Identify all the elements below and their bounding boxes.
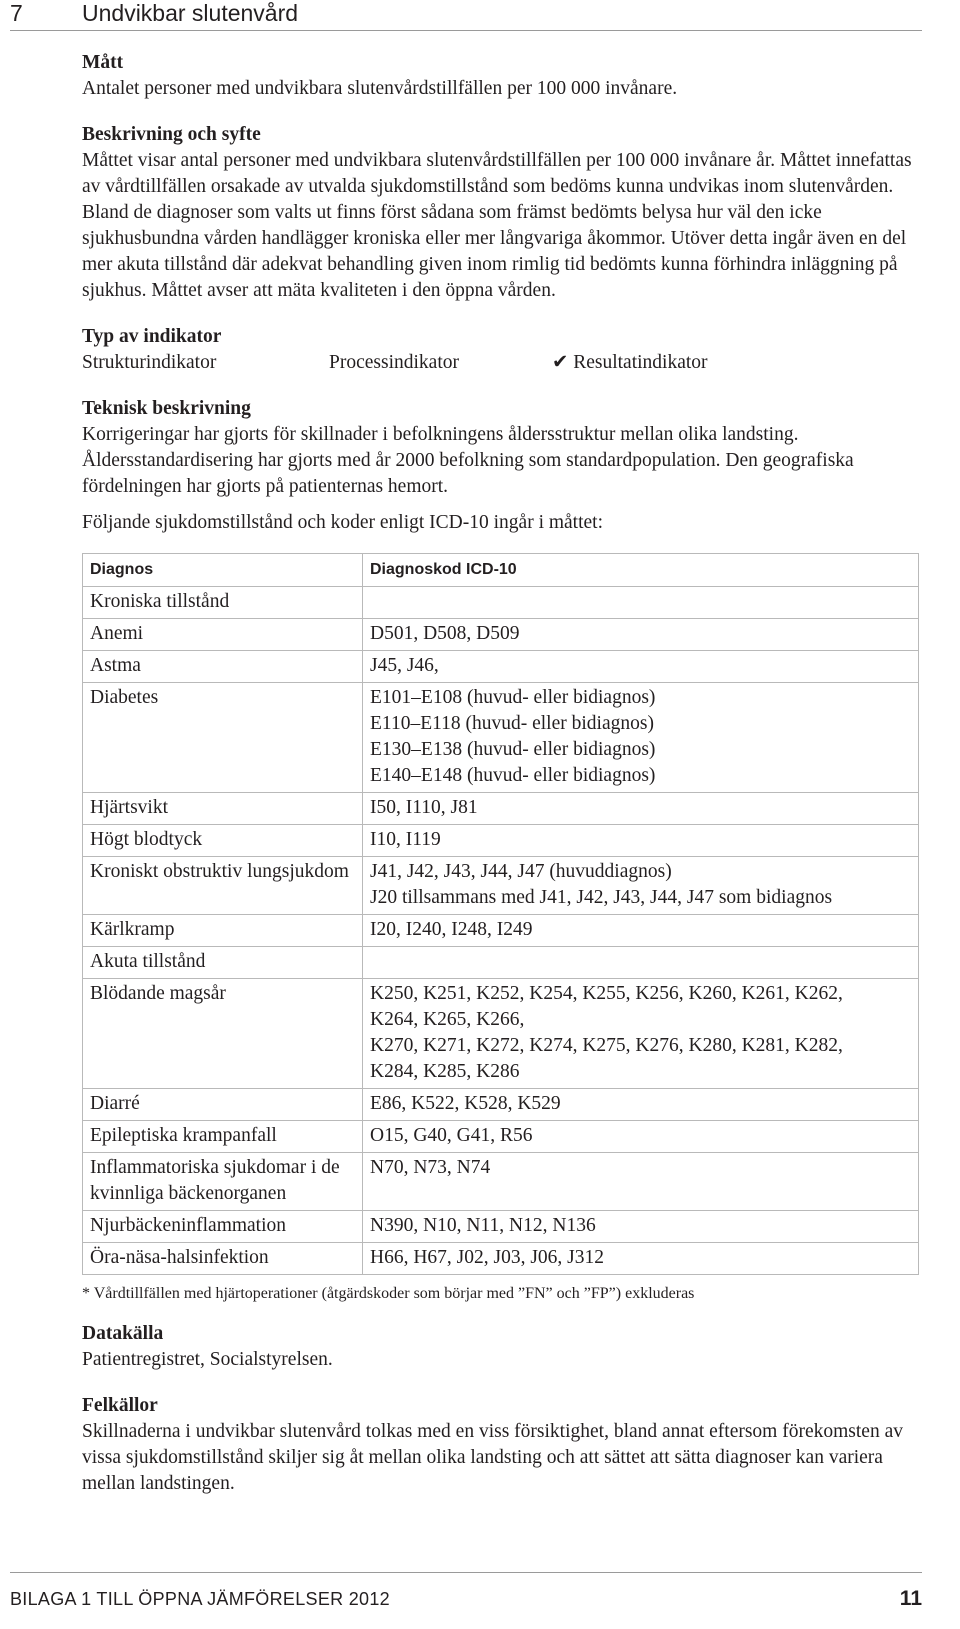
- icd-code-cell: I50, I110, J81: [363, 793, 919, 825]
- indicator-type-row: [82, 350, 922, 376]
- section-text-beskrivning: Måttet visar antal personer med undvikbara slutenvårdstillfällen per 100 000 invånare år. Måttet innefattas av vårdtillfällen orsakade av utvalda sjukdomstillstånd som bedöms kunna undvikas inom slutenvården. Bland de diagnoser som valts ut finns först sådana som främst bedömts belysa hur väl den icke sjukhusbundna vården handlägger kroniska eller mer långvariga åkommor. Utöver detta ingår även en del mer akuta tillstånd där adekvat behandling given inom rimlig tid bedömts kunna förhindra inläggning på sjukhus. Måttet avser att mäta kvaliteten i den öppna vården.: [82, 150, 912, 301]
- diagnosis-cell: Kroniska tillstånd: [83, 587, 363, 619]
- page-number: 11: [899, 1587, 922, 1610]
- table-row: [83, 979, 919, 1089]
- table-row: [83, 1243, 919, 1275]
- table-row: [83, 1121, 919, 1153]
- table-row: [83, 825, 919, 857]
- diagnosis-cell: Diabetes: [83, 683, 363, 793]
- diagnosis-cell: Akuta tillstånd: [83, 947, 363, 979]
- icd-code-cell: [363, 947, 919, 979]
- section-heading-felkallor: Felkällor: [82, 1395, 158, 1416]
- section-text-felkallor: Skillnaderna i undvikbar slutenvård tolkas med en viss försiktighet, bland annat eftersom förekomsten av vissa sjukdomstillstånd skiljer sig åt mellan olika landsting och att sättet att sätta diagnoser kan variera mellan landstingen.: [82, 1421, 903, 1494]
- section-heading-datakalla: Datakälla: [82, 1323, 164, 1344]
- table-row: [83, 1153, 919, 1211]
- diagnosis-cell: Blödande magsår: [83, 979, 363, 1089]
- page-footer: [10, 1572, 922, 1629]
- table-intro: Följande sjukdomstillstånd och koder enligt ICD-10 ingår i måttet:: [82, 512, 604, 533]
- indicator-type-struktur: Strukturindikator: [82, 352, 217, 373]
- section-heading-typ: Typ av indikator: [82, 326, 222, 347]
- table-row: [83, 1211, 919, 1243]
- icd-code-cell: K250, K251, K252, K254, K255, K256, K260, K261, K262, K264, K265, K266, K270, K271, K272, K274, K275, K276, K280, K281, K282, K284, K285, K286: [363, 979, 919, 1089]
- icd-code-cell: H66, H67, J02, J03, J06, J312: [363, 1243, 919, 1275]
- table-header-diagnos: Diagnos: [83, 554, 363, 587]
- diagnosis-cell: Anemi: [83, 619, 363, 651]
- diagnosis-cell: Öra-näsa-halsinfektion: [83, 1243, 363, 1275]
- section-heading-matt: Mått: [82, 52, 124, 73]
- table-row: [83, 587, 919, 619]
- chapter-header: [10, 0, 922, 31]
- icd-code-cell: [363, 587, 919, 619]
- icd-code-cell: J45, J46,: [363, 651, 919, 683]
- diagnosis-cell: Kroniskt obstruktiv lungsjukdom: [83, 857, 363, 915]
- table-row: [83, 793, 919, 825]
- indicator-type-process: Processindikator: [329, 352, 459, 373]
- section-text-datakalla: Patientregistret, Socialstyrelsen.: [82, 1349, 333, 1370]
- icd-code-cell: E86, K522, K528, K529: [363, 1089, 919, 1121]
- chapter-number: 7: [10, 0, 23, 26]
- section-heading-teknisk: Teknisk beskrivning: [82, 398, 251, 419]
- table-row: [83, 857, 919, 915]
- icd-code-cell: I10, I119: [363, 825, 919, 857]
- table-row: [83, 1089, 919, 1121]
- chapter-title: Undvikbar slutenvård: [82, 0, 299, 26]
- diagnosis-cell: Kärlkramp: [83, 915, 363, 947]
- diagnosis-table: [82, 553, 919, 1275]
- diagnosis-cell: Epileptiska krampanfall: [83, 1121, 363, 1153]
- table-header-kod: Diagnoskod ICD-10: [363, 554, 919, 587]
- diagnosis-cell: Inflammatoriska sjukdomar i de kvinnliga bäckenorganen: [83, 1153, 363, 1211]
- icd-code-cell: J41, J42, J43, J44, J47 (huvuddiagnos) J20 tillsammans med J41, J42, J43, J44, J47 som bidiagnos: [363, 857, 919, 915]
- footer-publication: BILAGA 1 TILL ÖPPNA JÄMFÖRELSER 2012: [10, 1589, 390, 1609]
- icd-code-cell: E101–E108 (huvud- eller bidiagnos) E110–E118 (huvud- eller bidiagnos) E130–E138 (huvud- eller bidiagnos) E140–E148 (huvud- eller bidiagnos): [363, 683, 919, 793]
- table-footnote: * Vårdtillfällen med hjärtoperationer (åtgärdskoder som börjar med ”FN” och ”FP”) exkluderas: [82, 1285, 695, 1302]
- icd-code-cell: I20, I240, I248, I249: [363, 915, 919, 947]
- section-text-teknisk: Korrigeringar har gjorts för skillnader i befolkningens åldersstruktur mellan olika landsting. Åldersstandardisering har gjorts med år 2000 befolkning som standardpopulation. Den geografiska fördelningen har gjorts på patienternas hemort.: [82, 424, 854, 497]
- diagnosis-cell: Njurbäckeninflammation: [83, 1211, 363, 1243]
- indicator-type-resultat: ✔ Resultatindikator: [552, 352, 708, 373]
- icd-code-cell: N390, N10, N11, N12, N136: [363, 1211, 919, 1243]
- icd-code-cell: O15, G40, G41, R56: [363, 1121, 919, 1153]
- page-content: [82, 50, 922, 1497]
- diagnosis-cell: Hjärtsvikt: [83, 793, 363, 825]
- table-row: [83, 947, 919, 979]
- table-header-row: [83, 554, 919, 587]
- diagnosis-cell: Astma: [83, 651, 363, 683]
- diagnosis-cell: Högt blodtyck: [83, 825, 363, 857]
- section-heading-beskrivning: Beskrivning och syfte: [82, 124, 261, 145]
- diagnosis-cell: Diarré: [83, 1089, 363, 1121]
- table-row: [83, 915, 919, 947]
- icd-code-cell: N70, N73, N74: [363, 1153, 919, 1211]
- table-row: [83, 651, 919, 683]
- icd-code-cell: D501, D508, D509: [363, 619, 919, 651]
- table-row: [83, 619, 919, 651]
- table-row: [83, 683, 919, 793]
- section-text-matt: Antalet personer med undvikbara slutenvårdstillfällen per 100 000 invånare.: [82, 78, 678, 99]
